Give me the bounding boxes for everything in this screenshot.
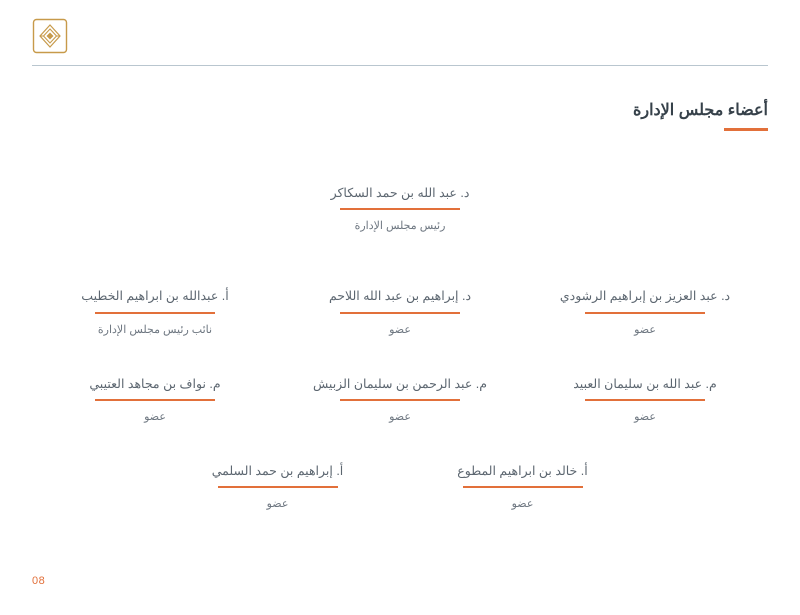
member-role: عضو: [389, 323, 411, 336]
member-role: عضو: [634, 323, 656, 336]
member-name: د. إبراهيم بن عبد الله اللاحم: [328, 289, 472, 304]
member-name: أ. عبدالله بن ابراهيم الخطيب: [81, 289, 229, 304]
member-name: م. نواف بن مجاهد العتيبي: [89, 376, 221, 391]
board-member: [278, 376, 523, 423]
member-name: د. عبد العزيز بن إبراهيم الرشودي: [559, 289, 731, 304]
member-role: عضو: [144, 410, 166, 423]
member-name-underline: [340, 208, 460, 210]
page-header: [0, 0, 800, 66]
member-name-underline: [340, 399, 460, 401]
member-name: أ. خالد بن ابراهيم المطوع: [457, 463, 588, 478]
board-member: [33, 376, 278, 423]
member-name: د. عبد الله بن حمد السكاكر: [330, 186, 470, 200]
diamond-emblem-logo-icon: [32, 18, 68, 54]
board-members-row: [32, 288, 768, 335]
header-divider: [32, 65, 768, 66]
member-name-underline: [95, 399, 215, 401]
member-name-underline: [463, 486, 583, 488]
member-role: عضو: [511, 498, 534, 510]
page-title: [633, 100, 768, 131]
board-members-row: [32, 376, 768, 423]
board-member: [523, 288, 768, 335]
board-member: [278, 288, 523, 335]
board-members-row: [32, 463, 768, 510]
board-member: [400, 463, 645, 510]
board-members-row: [32, 185, 768, 232]
board-members-list: [32, 185, 768, 510]
member-role: عضو: [634, 410, 656, 423]
member-name: أ. إبراهيم بن حمد السلمي: [211, 463, 344, 478]
board-member: [155, 463, 400, 510]
member-name-underline: [585, 399, 705, 401]
member-role: رئيس مجلس الإدارة: [354, 220, 446, 233]
member-name-underline: [585, 312, 705, 314]
board-member: [278, 185, 523, 232]
title-underline: [724, 128, 768, 131]
member-name-underline: [340, 312, 460, 314]
member-name: م. عبد الله بن سليمان العبيد: [573, 376, 717, 391]
member-role: عضو: [389, 410, 411, 423]
page-number: 08: [32, 575, 46, 587]
member-role: نائب رئيس مجلس الإدارة: [97, 323, 213, 336]
board-member: [523, 376, 768, 423]
member-name-underline: [218, 486, 338, 488]
member-name: م. عبد الرحمن بن سليمان الزبيش: [313, 376, 487, 391]
board-member: [33, 288, 278, 335]
page-title-text: أعضاء مجلس الإدارة: [633, 102, 768, 119]
member-role: عضو: [266, 498, 289, 510]
member-name-underline: [95, 312, 215, 314]
